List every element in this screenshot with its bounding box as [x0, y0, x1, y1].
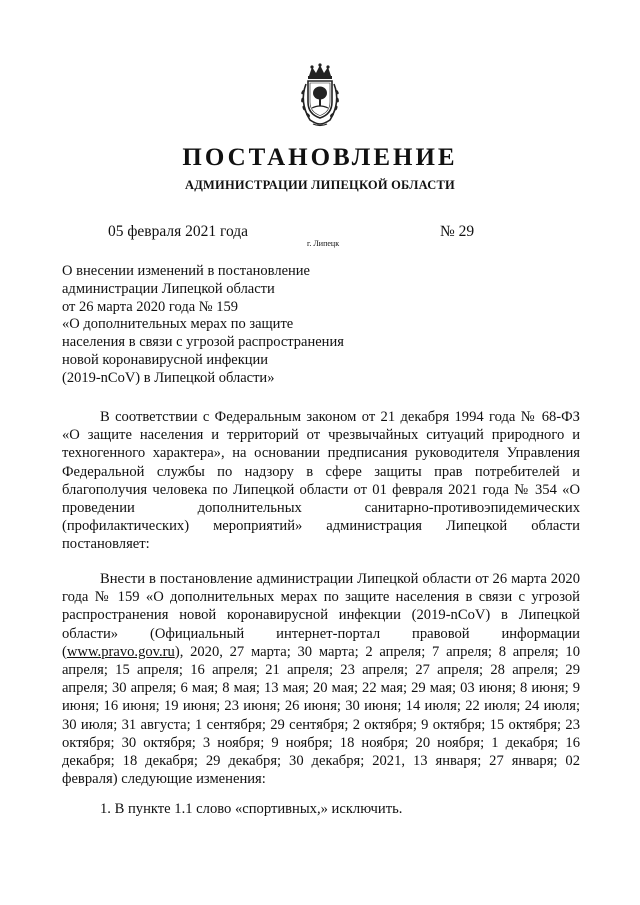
document-city: г. Липецк	[307, 239, 340, 248]
preamble-paragraph: В соответствии с Федеральным законом от 21 декабря 1994 года № 68-ФЗ «О защите населения и территорий от чрезвычайных ситуаций природного и техногенного характера», на основании предписания руководителя Управления Федеральной службы по надзору в сфере защиты прав потребителей и благополучия человека по Липецкой области от 01 февраля 2021 года № 354 «О проведении дополнительных санитарно-противоэпидемических (профилактических) мероприятий» администрация Липецкой области постановляет:	[62, 409, 580, 553]
amendment-text-start: Внести в постановление администрации Липецкой области от 26 марта 2020 года № 159 «О дополнительных мерах по защите населения в связи с угрозой распространения новой коронавирусной инфекции (2019-nCoV) в Липецкой области» (Официальный интернет-портал правовой информации (	[62, 571, 580, 660]
subject-line: новой коронавирусной инфекции	[62, 351, 269, 368]
subject-line: населения в связи с угрозой распространения	[62, 334, 344, 351]
document-date: 05 февраля 2021 года	[108, 223, 249, 240]
document-subject	[62, 263, 382, 388]
document-number: № 29	[440, 223, 475, 240]
subject-line: «О дополнительных мерах по защите	[62, 316, 294, 333]
document-title: ПОСТАНОВЛЕНИЕ	[182, 144, 458, 171]
subject-line: администрации Липецкой области	[62, 280, 275, 297]
subject-line: (2019-nCoV) в Липецкой области»	[62, 369, 275, 386]
amendment-text-end: ), 2020, 27 марта; 30 марта; 2 апреля; 7 апреля; 8 апреля; 10 апреля; 15 апреля; 16 апреля; 21 апреля; 23 апреля; 27 апреля; 28 апреля; 29 апреля; 30 апреля; 6 мая; 8 мая; 13 мая; 20 мая; 22 мая; 29 мая; 03 июня; 8 июня; 9 июня; 16 июня; 19 июня; 23 июня; 26 июня; 30 июня; 14 июля; 22 июля; 24 июля; 30 июля; 31 августа; 1 сентября; 29 сентября; 2 октября; 9 октября; 15 октября; 23 октября; 30 октября; 3 ноября; 9 ноября; 18 ноября; 20 ноября; 1 декабря; 16 декабря; 18 декабря; 29 декабря; 30 декабря; 2021, 13 января; 27 января; 02 февраля) следующие изменения:	[62, 643, 580, 788]
clause-1-paragraph: 1. В пункте 1.1 слово «спортивных,» исключить.	[100, 801, 403, 817]
coat-of-arms-emblem	[296, 62, 344, 128]
issuer-name: АДМИНИСТРАЦИИ ЛИПЕЦКОЙ ОБЛАСТИ	[185, 178, 455, 192]
pravo-gov-link[interactable]: www.pravo.gov.ru	[66, 643, 175, 660]
subject-line: О внесении изменений в постановление	[62, 263, 310, 279]
subject-line: от 26 марта 2020 года № 159	[62, 298, 238, 315]
amendment-paragraph	[62, 570, 580, 788]
